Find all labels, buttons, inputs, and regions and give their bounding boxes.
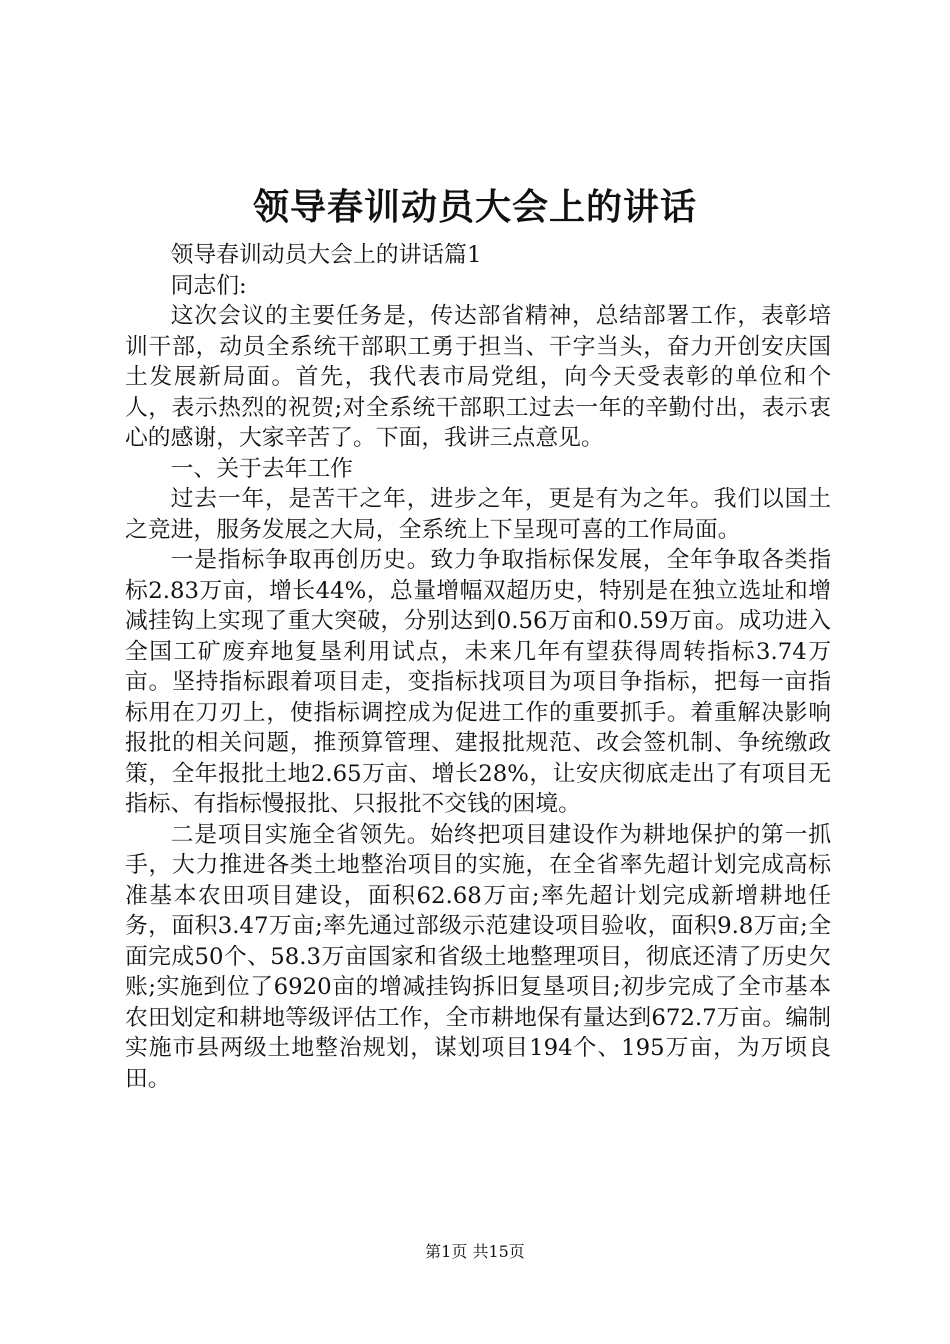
- paragraph-intro: 这次会议的主要任务是，传达部省精神，总结部署工作，表彰培训干部，动员全系统干部职工勇于担当、干字当头，奋力开创安庆国土发展新局面。首先，我代表市局党组，向今天受表彰的单位和个人，表示热烈的祝贺;对全系统干部职工过去一年的辛勤付出，表示衷心的感谢，大家辛苦了。下面，我讲三点意见。: [125, 303, 831, 451]
- paragraph-salutation: 同志们:: [170, 272, 247, 299]
- paragraph-summary: 过去一年，是苦干之年，进步之年，更是有为之年。我们以国土之竞进，服务发展之大局，全系统上下呈现可喜的工作局面。: [125, 486, 831, 543]
- document-title: 领导春训动员大会上的讲话: [252, 187, 697, 228]
- document-body: [125, 240, 831, 1094]
- paragraph-projects: 二是项目实施全省领先。始终把项目建设作为耕地保护的第一抓手，大力推进各类土地整治项目的实施，在全省率先超计划完成高标准基本农田项目建设，面积62.68万亩;率先超计划完成新增耕地任务，面积3.47万亩;率先通过部级示范建设项目验收，面积9.8万亩;全面完成50个、58.3万亩国家和省级土地整理项目，彻底还清了历史欠账;实施到位了6920亩的增减挂钩拆旧复垦项目;初步完成了全市基本农田划定和耕地等级评估工作，全市耕地保有量达到672.7万亩。编制实施市县两级土地整治规划，谋划项目194个、195万亩，为万顷良田。: [125, 821, 831, 1092]
- paragraph-indicators: 一是指标争取再创历史。致力争取指标保发展，全年争取各类指标2.83万亩，增长44%，总量增幅双超历史，特别是在独立选址和增减挂钩上实现了重大突破，分别达到0.56万亩和0.59万亩。成功进入全国工矿废弃地复垦利用试点，未来几年有望获得周转指标3.74万亩。坚持指标跟着项目走，变指标找项目为项目争指标，把每一亩指标用在刀刃上，使指标调控成为促进工作的重要抓手。着重解决影响报批的相关问题，推预算管理、建报批规范、改会签机制、争统缴政策，全年报批土地2.65万亩、增长28%，让安庆彻底走出了有项目无指标、有指标慢报批、只报批不交钱的困境。: [125, 547, 831, 817]
- paragraph-subtitle: 领导春训动员大会上的讲话篇1: [170, 242, 482, 268]
- section-heading-1: 一、关于去年工作: [170, 455, 353, 482]
- page-footer: 第1页 共15页: [425, 1242, 525, 1261]
